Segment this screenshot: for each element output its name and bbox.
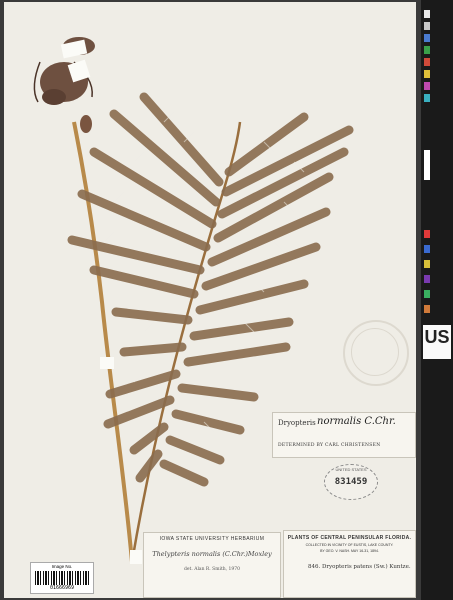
det-genus: Dryopteris: [278, 419, 316, 427]
fern-specimen: [4, 2, 416, 598]
color-swatch: [424, 290, 430, 298]
collection-title: PLANTS OF CENTRAL PENINSULAR FLORIDA.: [287, 535, 412, 541]
color-swatch: [424, 245, 430, 253]
us-mark-text: US: [424, 327, 450, 347]
embossed-seal: [343, 320, 409, 386]
color-swatch: [424, 46, 430, 54]
barcode-label: [30, 562, 94, 594]
determination-label: [272, 412, 416, 458]
mounting-tape: [130, 550, 142, 564]
collection-entry: 846. Dryopteris patens (Sw.) Kuntze.: [308, 564, 411, 570]
color-swatch: [424, 260, 430, 268]
barcode-icon: [35, 571, 89, 585]
det-species: normalis C.Chr.: [317, 416, 396, 427]
collection-date: BY GEO. V. NASH. MAY 16-31, 1894.: [320, 549, 379, 553]
color-swatch: [424, 22, 430, 30]
color-swatch: [424, 94, 430, 102]
color-swatch: [424, 305, 430, 313]
color-swatch: [424, 275, 430, 283]
color-swatch: [424, 10, 430, 18]
iowa-name: Thelypteris normalis (C.Chr.)Moxley: [152, 550, 272, 558]
color-swatch: [424, 230, 430, 238]
mounting-tape: [100, 357, 114, 369]
barcode-title: Image No.: [51, 564, 73, 569]
accession-institution: UNITED STATES: [335, 467, 367, 472]
color-swatch: [424, 82, 430, 90]
collection-label: [283, 530, 416, 598]
iowa-det: det. Alan R. Smith, 1970: [184, 567, 240, 572]
iowa-title: IOWA STATE UNIVERSITY HERBARIUM: [159, 536, 265, 542]
accession-number: 831459: [334, 477, 368, 487]
barcode-number: 01666969: [49, 585, 75, 591]
herbarium-sheet: [4, 2, 416, 598]
accession-stamp: [324, 464, 378, 500]
color-swatch: [424, 34, 430, 42]
det-by: DETERMINED BY CARL CHRISTENSEN: [278, 443, 381, 448]
color-swatch: [424, 150, 430, 180]
collection-subtitle: COLLECTED IN VICINITY OF EUSTIS, LAKE COUNTY.: [305, 543, 394, 547]
iowa-herbarium-label: [143, 532, 281, 598]
color-swatch: [424, 70, 430, 78]
color-calibration-bar: [421, 0, 453, 600]
us-mark: [423, 325, 451, 359]
embossed-seal-inner: [351, 328, 399, 376]
color-swatch: [424, 58, 430, 66]
